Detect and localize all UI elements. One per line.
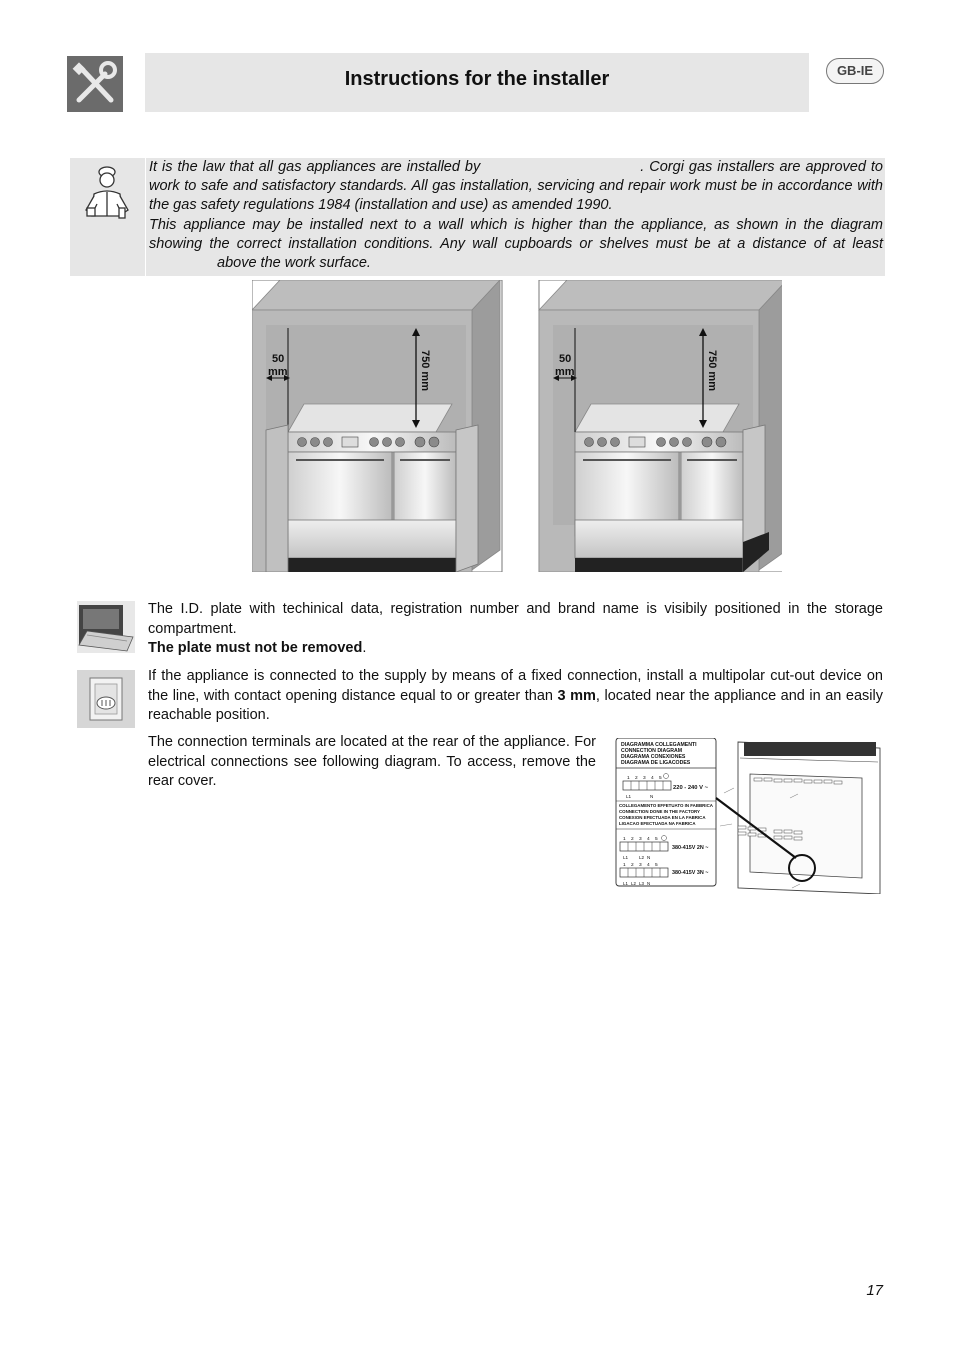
idplate-text: The I.D. plate with techinical data, registration number and brand name is visibily positioned in the storage compartment. bbox=[148, 601, 883, 637]
oven-compartment-icon bbox=[77, 601, 135, 659]
phase-label: N bbox=[647, 855, 651, 860]
terminal-number: 2 bbox=[631, 837, 634, 842]
wiring-title: DIAGRAMA DE LIGACODES bbox=[621, 760, 691, 766]
phase-label: L1 bbox=[626, 794, 632, 799]
connection-section bbox=[148, 667, 883, 726]
terminal-number: 4 bbox=[647, 863, 650, 868]
page-number: 17 bbox=[866, 1282, 883, 1299]
installer-icon bbox=[70, 158, 145, 276]
wiring-title: DIAGRAMA CONEXIONES bbox=[621, 754, 686, 760]
side-distance-value: 50 bbox=[559, 353, 572, 365]
phase-label: L2 bbox=[631, 881, 636, 886]
idplate-section bbox=[148, 600, 883, 659]
tools-icon bbox=[67, 56, 123, 112]
idplate-warning-end: . bbox=[362, 640, 367, 657]
wiring-title: CONNECTION DIAGRAM bbox=[621, 748, 683, 754]
note-paragraph-2 bbox=[149, 216, 883, 274]
side-distance-value: 50 bbox=[272, 353, 285, 365]
side-distance-unit: mm bbox=[555, 366, 575, 378]
terminal-number: 4 bbox=[647, 837, 650, 842]
note-p2-end: above the work surface. bbox=[217, 255, 371, 272]
note-p1-start: It is the law that all gas appliances are installed by bbox=[149, 159, 481, 175]
installation-scene-right bbox=[539, 280, 782, 572]
phase-label: L1 bbox=[623, 881, 628, 886]
installation-scene-left bbox=[252, 280, 502, 572]
note-p2-start: This appliance may be installed next to a wall which is higher than the appliance, as shown in the diagram showing the correct installation conditions. Any wall cupboards or shelves must be at a distance of at least bbox=[149, 216, 883, 252]
terminal-number: 1 bbox=[627, 776, 630, 781]
page-title: Instructions for the installer bbox=[344, 68, 610, 90]
terminal-number: 2 bbox=[635, 776, 638, 781]
side-distance-unit: mm bbox=[268, 366, 288, 378]
idplate-warning-line bbox=[148, 639, 883, 659]
wiring-title: DIAGRAMMA COLLEGAMENTI bbox=[621, 742, 697, 748]
terminal-number: 3 bbox=[639, 863, 642, 868]
region-badge: GB-IE bbox=[826, 58, 884, 84]
height-distance-label: 750 mm bbox=[419, 350, 431, 391]
phase-label: N bbox=[650, 794, 654, 799]
terminal-number: 2 bbox=[631, 863, 634, 868]
connection-text-start: If the appliance is connected to the supply by means of a fixed connection, install a multipolar cut-out device on the line, with contact opening distance equal to or greater than bbox=[148, 668, 883, 704]
note-paragraph-1 bbox=[149, 158, 883, 216]
idplate-warning: The plate must not be removed bbox=[148, 640, 363, 657]
terminals-text: The connection terminals are located at the rear of the appliance. For electrical connections see following diagram. To access, remove the rear cover. bbox=[148, 734, 596, 790]
wiring-diagram bbox=[614, 738, 884, 894]
terminal-number: 5 bbox=[659, 776, 662, 781]
factory-note: LIGACAO EFECTUADA NA FABRICA bbox=[619, 821, 696, 826]
phase-label: L3 bbox=[639, 881, 644, 886]
terminal-number: 5 bbox=[655, 863, 658, 868]
height-distance-label: 750 mm bbox=[706, 350, 718, 391]
voltage-label-2: 380-415V 2N ~ bbox=[672, 845, 709, 851]
terminal-number: 1 bbox=[623, 863, 626, 868]
terminal-number: 5 bbox=[655, 837, 658, 842]
connection-text bbox=[148, 667, 883, 726]
terminal-number: 4 bbox=[651, 776, 654, 781]
phase-label: L1 bbox=[623, 855, 629, 860]
terminals-section bbox=[148, 733, 596, 792]
phase-label: N bbox=[647, 881, 651, 886]
switch-icon bbox=[77, 670, 135, 728]
installer-icon-box bbox=[70, 158, 145, 276]
voltage-label-3: 380-415V 3N ~ bbox=[672, 870, 709, 876]
installation-diagram bbox=[252, 280, 782, 572]
note-p1-end: . Corgi gas installers are approved to work to safe and satisfactory standards. All gas installation, servicing and repair work must be in accordance with the gas safety regulations 1984 (installation and use) as amended 1990. bbox=[149, 159, 883, 214]
terminal-number: 3 bbox=[643, 776, 646, 781]
note-text bbox=[149, 158, 883, 273]
factory-note: COLLEGAMENTO EFFETUATO IN FABBRICA bbox=[619, 803, 713, 808]
connection-text-end: , located near the appliance and in an easily reachable position. bbox=[148, 687, 883, 724]
terminal-number: 3 bbox=[639, 837, 642, 842]
factory-note: CONEXION EFECTUADA EN LA FABRICA bbox=[619, 815, 706, 820]
factory-note: CONNECTION DONE IN THE FACTORY bbox=[619, 809, 700, 814]
voltage-label-1: 220 - 240 V ~ bbox=[673, 785, 708, 791]
contact-distance-value: 3 mm bbox=[557, 687, 596, 704]
phase-label: L2 bbox=[639, 855, 645, 860]
terminal-number: 1 bbox=[623, 837, 626, 842]
appliance-rear-drawing bbox=[716, 742, 880, 894]
